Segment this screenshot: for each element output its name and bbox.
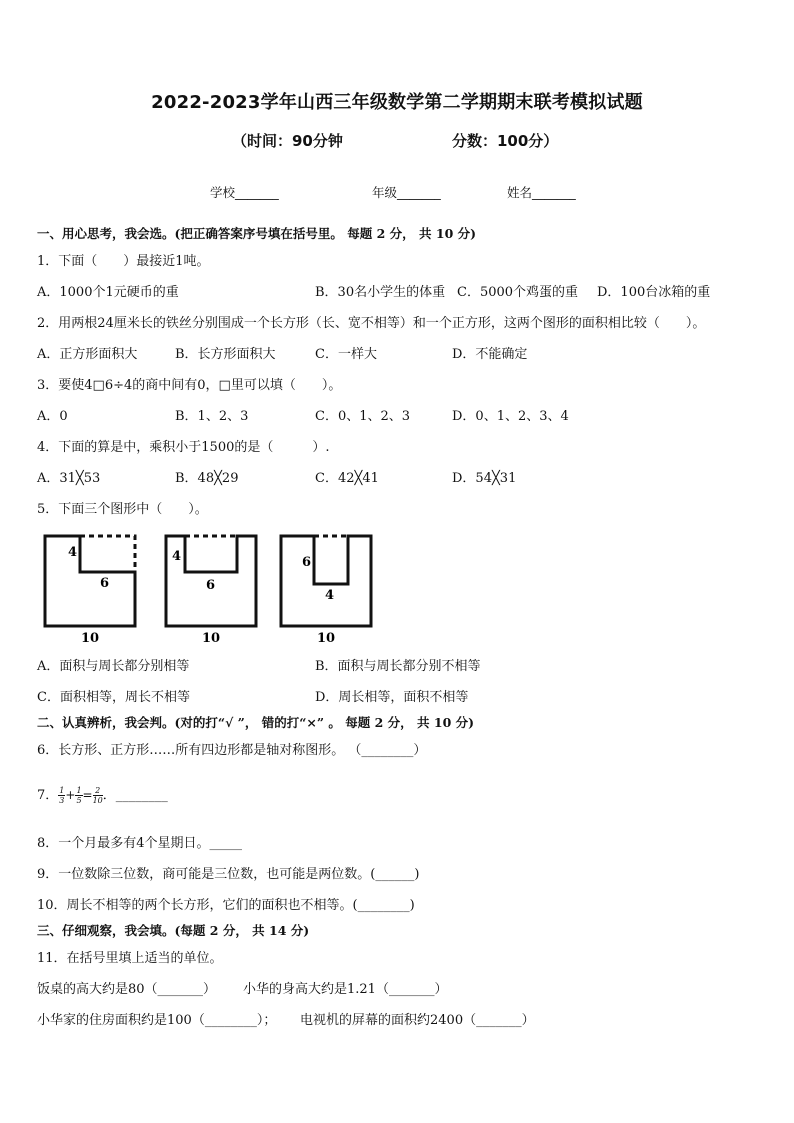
q3-option-d: D．0、1、2、3、4	[452, 409, 569, 424]
figure-1-label-4: 4	[68, 545, 78, 560]
q1-option-c: C．5000个鸡蛋的重	[457, 285, 579, 300]
figure-3-label-6: 6	[302, 555, 312, 570]
section1-heading: 一、用心思考，我会选。(把正确答案序号填在括号里。 每题 2 分， 共 10 分)	[37, 226, 477, 241]
grade-field: 年级_______	[372, 185, 441, 200]
q2-stem: 2．用两根24厘米长的铁丝分别围成一个长方形（长、宽不相等）和一个正方形，这两个图形的面积相比较（ ）。	[37, 316, 706, 331]
figure-2	[166, 536, 256, 646]
q3-option-b: B．1、2、3	[175, 409, 249, 424]
figure-3	[281, 536, 371, 646]
q9-text: 9．一位数除三位数，商可能是三位数，也可能是两位数。(______)	[37, 867, 420, 882]
q11-table-height: 饭桌的高大约是80（_______）	[37, 982, 217, 997]
q11-child-height: 小华的身高大约是1.21（_______）	[243, 982, 448, 997]
q7-plus: +	[65, 788, 76, 802]
q11-stem: 11．在括号里填上适当的单位。	[37, 951, 223, 966]
q4-option-b: B．48╳29	[175, 471, 239, 486]
q5-option-c: C．面积相等，周长不相等	[37, 690, 190, 705]
q5-option-a: A．面积与周长都分别相等	[37, 659, 190, 674]
q2-option-d: D．不能确定	[452, 347, 528, 362]
q3-option-a: A．0	[37, 409, 68, 424]
figure-2-label-10: 10	[202, 631, 221, 646]
q2-option-b: B．长方形面积大	[175, 347, 276, 362]
q1-option-b: B．30名小学生的体重	[315, 285, 446, 300]
school-field: 学校_______	[210, 185, 279, 200]
q5-option-d: D．周长相等，面积不相等	[315, 690, 469, 705]
q7-equals: =	[82, 788, 93, 802]
figure-1	[45, 536, 135, 646]
name-field: 姓名_______	[507, 185, 576, 200]
q1-stem: 1．下面（ ）最接近1吨。	[37, 254, 210, 269]
q7-prefix: 7．	[37, 788, 59, 803]
q5-option-b: B．面积与周长都分别不相等	[315, 659, 481, 674]
q7-tail: ．________	[102, 788, 168, 803]
q5-stem: 5．下面三个图形中（ ）。	[37, 502, 208, 517]
figure-3-outline	[281, 536, 371, 626]
q1-option-a: A．1000个1元硬币的重	[37, 285, 179, 300]
figure-1-label-6: 6	[100, 576, 110, 591]
q4-option-d: D．54╳31	[452, 471, 517, 486]
q1-option-d: D．100台冰箱的重	[597, 285, 711, 300]
q2-option-a: A．正方形面积大	[37, 347, 138, 362]
q3-option-c: C．0、1、2、3	[315, 409, 411, 424]
figure-2-label-4: 4	[172, 549, 182, 564]
q3-stem: 3．要使4□6÷4的商中间有0，□里可以填（ ）。	[37, 378, 342, 393]
figure-2-label-6: 6	[206, 578, 216, 593]
section3-heading: 三、仔细观察，我会填。(每题 2 分， 共 14 分)	[37, 923, 310, 938]
q8-text: 8．一个月最多有4个星期日。_____	[37, 836, 243, 851]
exam-time: （时间：90分钟	[232, 132, 343, 150]
q2-option-c: C．一样大	[315, 347, 377, 362]
q5-figures	[30, 528, 390, 650]
q4-option-c: C．42╳41	[315, 471, 379, 486]
page-title: 2022-2023学年山西三年级数学第二学期期末联考模拟试题	[151, 92, 643, 113]
q7-fraction-2: $\frac{1}{5}$	[76, 786, 82, 805]
q4-stem: 4．下面的算是中，乘积小于1500的是（ ）.	[37, 440, 330, 455]
figure-3-label-4: 4	[325, 588, 335, 603]
q11-tv-area: 电视机的屏幕的面积约2400（_______）	[300, 1013, 535, 1028]
q7-fraction-1: $\frac{1}{3}$	[59, 786, 65, 805]
figure-3-label-10: 10	[317, 631, 336, 646]
q11-house-area: 小华家的住房面积约是100（________）；	[37, 1013, 277, 1028]
exam-score: 分数：100分）	[452, 132, 559, 150]
q4-option-a: A．31╳53	[37, 471, 101, 486]
figure-1-dashed-cutout	[80, 536, 135, 572]
section2-heading: 二、认真辨析，我会判。(对的打“√ ”， 错的打“×” 。 每题 2 分， 共 10 分)	[37, 715, 475, 730]
q7-text	[37, 784, 168, 805]
q10-text: 10．周长不相等的两个长方形，它们的面积也不相等。(________)	[37, 898, 415, 913]
q6-text: 6．长方形、正方形……所有四边形都是轴对称图形。 （________）	[37, 743, 427, 758]
figure-1-label-10: 10	[81, 631, 100, 646]
figure-1-outline	[45, 536, 135, 626]
q7-fraction-3: $\frac{2}{10}$	[92, 786, 103, 805]
